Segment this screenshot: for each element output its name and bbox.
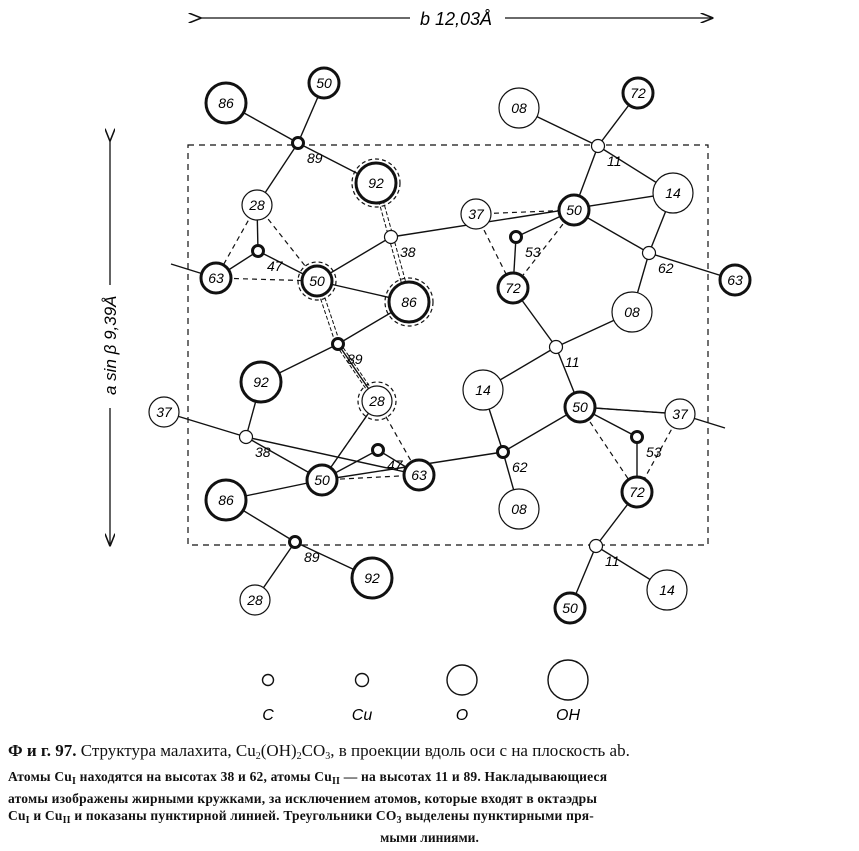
atoms-layer — [149, 68, 750, 623]
atom-label: 50 — [314, 472, 330, 488]
b-axis-label: b 12,03Å — [420, 9, 493, 29]
atom-label: 37 — [468, 206, 484, 222]
atom-label: 92 — [253, 374, 269, 390]
atom-o — [149, 397, 179, 427]
atom-label: 63 — [727, 272, 743, 288]
atom-label: 50 — [562, 600, 578, 616]
atom-circle — [385, 231, 398, 244]
atom-label: 37 — [156, 404, 172, 420]
atom-circle — [643, 247, 656, 260]
atom-circle — [373, 445, 384, 456]
atom-o — [298, 262, 336, 300]
atom-oh — [352, 558, 392, 598]
atom-oh — [385, 278, 433, 326]
atom-o — [555, 593, 585, 623]
atom-circle — [333, 339, 344, 350]
atom-c — [498, 447, 528, 476]
caption-line-2: Атомы $Cu_I$ находятся на высотах 38 и 62, атомы $Cu_{II}$ — на высотах 11 и 89. Накладывающиеся — [8, 769, 608, 787]
caption-line-4: $Cu_I$ и $Cu_{II}$ и показаны пунктирной линией. Треугольники $CO_3$ выделены пунктирными пря- — [8, 808, 594, 826]
atom-o — [309, 68, 339, 98]
legend-item-oh — [548, 660, 588, 724]
atom-oh — [499, 88, 539, 128]
atom-label: 14 — [665, 185, 681, 201]
atom-o — [240, 585, 270, 615]
atom-label: 28 — [249, 197, 265, 213]
atom-label: 38 — [255, 444, 271, 460]
legend — [262, 660, 588, 724]
a-axis-label: a sin β 9,39Å — [101, 295, 120, 395]
legend-label: OH — [556, 707, 580, 724]
atom-circle — [590, 540, 603, 553]
atom-label: 50 — [566, 202, 582, 218]
atom-label: 92 — [368, 175, 384, 191]
atom-circle — [632, 432, 643, 443]
caption-line-3: атомы изображены жирными кружками, за исключением атомов, которые входят в октаэдры — [8, 791, 598, 806]
legend-label: O — [455, 707, 469, 724]
atom-cu — [240, 431, 271, 461]
legend-label: Cu — [351, 707, 373, 724]
atom-o — [307, 465, 337, 495]
atom-label: 86 — [218, 95, 234, 111]
atom-label: 08 — [511, 100, 527, 116]
atom-label: 72 — [505, 280, 521, 296]
atom-label: 47 — [267, 258, 283, 274]
atom-oh — [647, 570, 687, 610]
atom-circle — [498, 447, 509, 458]
atom-label: 28 — [247, 592, 263, 608]
atom-circle — [293, 138, 304, 149]
atom-label: 53 — [525, 244, 541, 260]
atom-o — [201, 263, 231, 293]
atom-label: 72 — [630, 85, 646, 101]
legend-symbol — [447, 665, 477, 695]
legend-symbol — [356, 674, 369, 687]
atom-label: 11 — [565, 354, 580, 370]
legend-label: C — [262, 707, 274, 724]
atom-o — [461, 199, 491, 229]
atom-label: 47 — [387, 457, 403, 473]
atom-circle — [253, 246, 264, 257]
atom-c — [253, 246, 284, 275]
atom-label: 08 — [511, 501, 527, 517]
caption-title: Ф и г. 97. Структура малахита, $Cu_2(OH)_2CO_3$, в проекции вдоль оси c на плоскость ab. — [8, 741, 630, 762]
atom-label: 63 — [411, 467, 427, 483]
atom-o — [622, 477, 652, 507]
atom-label: 50 — [572, 399, 588, 415]
atom-label: 63 — [208, 270, 224, 286]
atom-o — [498, 273, 528, 303]
atom-oh — [241, 362, 281, 402]
atom-label: 89 — [307, 150, 323, 166]
atom-label: 89 — [347, 351, 363, 367]
atom-oh — [612, 292, 652, 332]
legend-item-c — [262, 675, 274, 725]
atom-oh — [653, 173, 693, 213]
atom-o — [665, 399, 695, 429]
caption-line-5: мыми линиями. — [380, 830, 479, 845]
atom-cu — [550, 341, 580, 371]
atom-circle — [290, 537, 301, 548]
atom-o — [358, 382, 396, 420]
atom-label: 14 — [475, 382, 491, 398]
atom-label: 50 — [316, 75, 332, 91]
atom-label: 62 — [512, 459, 528, 475]
atom-label: 53 — [646, 444, 662, 460]
atom-label: 14 — [659, 582, 675, 598]
legend-symbol — [263, 675, 274, 686]
atom-o — [242, 190, 272, 220]
atom-c — [632, 432, 662, 461]
atom-circle — [511, 232, 522, 243]
atom-label: 11 — [605, 553, 620, 569]
atom-c — [290, 537, 320, 566]
atom-c — [333, 339, 363, 368]
legend-item-cu — [352, 674, 373, 725]
atom-oh — [352, 159, 400, 207]
atom-label: 86 — [401, 294, 417, 310]
atom-oh — [206, 83, 246, 123]
atom-label: 50 — [309, 273, 325, 289]
atom-label: 38 — [400, 244, 416, 260]
bond-line — [391, 193, 673, 237]
atom-c — [293, 138, 323, 167]
figure-caption — [8, 740, 851, 846]
atom-o — [559, 195, 589, 225]
atom-oh — [499, 489, 539, 529]
atom-oh — [463, 370, 503, 410]
atom-label: 08 — [624, 304, 640, 320]
atom-cu — [592, 140, 622, 170]
atom-label: 11 — [607, 153, 622, 169]
atom-oh — [206, 480, 246, 520]
atom-label: 72 — [629, 484, 645, 500]
atom-label: 86 — [218, 492, 234, 508]
atom-label: 89 — [304, 549, 320, 565]
legend-symbol — [548, 660, 588, 700]
atom-o — [404, 460, 434, 490]
atom-circle — [550, 341, 563, 354]
atom-label: 37 — [672, 406, 688, 422]
atom-c — [373, 445, 404, 474]
atom-label: 62 — [658, 260, 674, 276]
bonds-layer — [164, 83, 735, 608]
atom-cu — [590, 540, 620, 570]
atom-o — [565, 392, 595, 422]
atom-circle — [592, 140, 605, 153]
legend-item-o — [447, 665, 477, 724]
atom-o — [623, 78, 653, 108]
atom-circle — [240, 431, 253, 444]
atom-label: 28 — [369, 393, 385, 409]
atom-o — [720, 265, 750, 295]
atom-label: 92 — [364, 570, 380, 586]
